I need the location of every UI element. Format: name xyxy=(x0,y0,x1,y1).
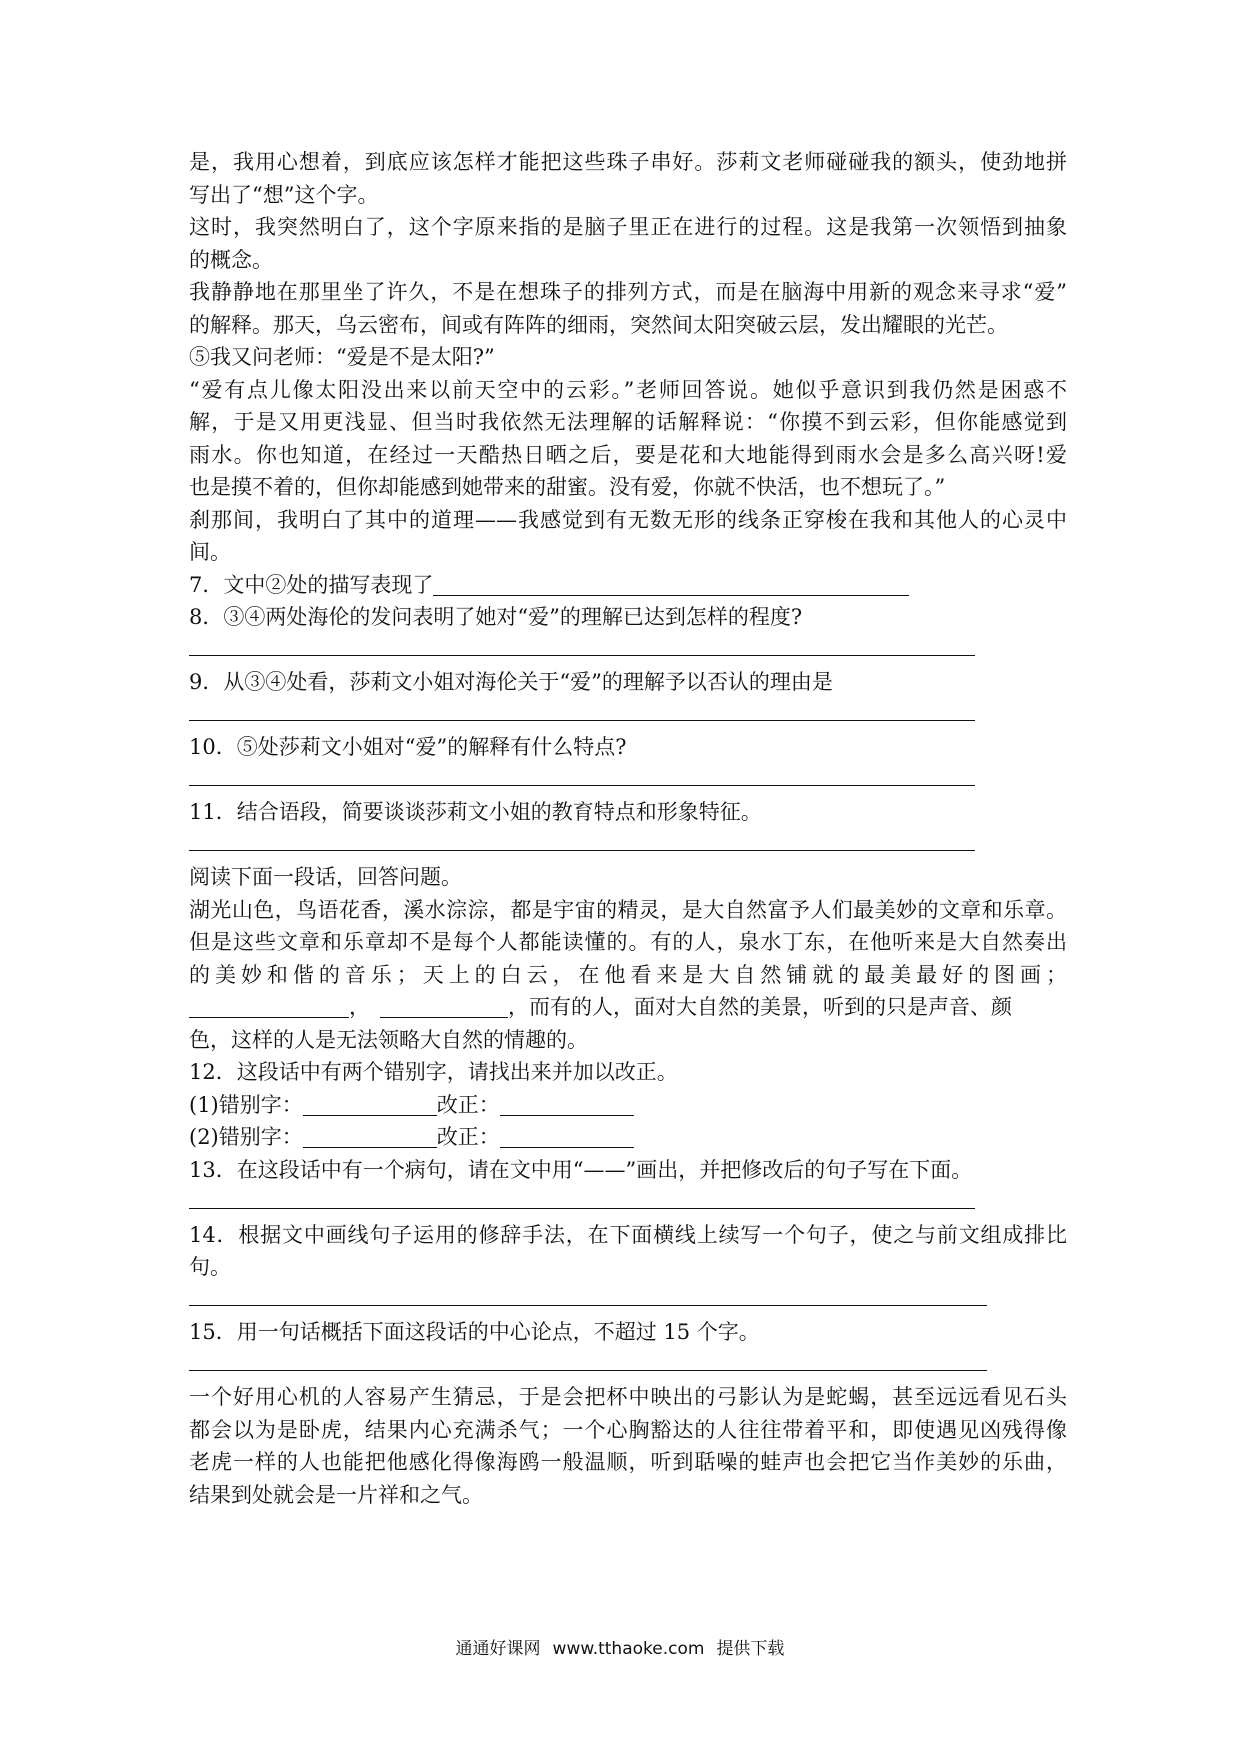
passage-line: 湖光山色，鸟语花香，溪水淙淙，都是宇宙的精灵，是大自然富予人们最美妙的文章和乐章。 xyxy=(189,897,1067,922)
question-15: 15．用一句话概括下面这段话的中心论点，不超过 15 个字。 xyxy=(189,1320,760,1344)
passage-line: 的美妙和偕的音乐；天上的白云，在他看来是大自然铺就的最美最好的图画； xyxy=(189,962,1067,987)
passage-line: 结果到处就会是一片祥和之气。 xyxy=(189,1482,483,1507)
passage-line: 写出了“想”这个字。 xyxy=(189,182,379,207)
typo-blank[interactable] xyxy=(303,1093,437,1116)
typo-label: (1)错别字： xyxy=(189,1092,303,1117)
question-12: 12．这段话中有两个错别字，请找出来并加以改正。 xyxy=(189,1060,678,1084)
answer-blank[interactable] xyxy=(433,573,909,596)
passage-line: 老虎一样的人也能把他感化得像海鸥一般温顺，听到聒噪的蛙声也会把它当作美妙的乐曲， xyxy=(189,1450,1067,1474)
answer-line[interactable] xyxy=(189,1186,1067,1219)
passage-line: 这时，我突然明白了，这个字原来指的是脑子里正在进行的过程。这是我第一次领悟到抽象 xyxy=(189,215,1067,239)
passage-line: 雨水。你也知道，在经过一天酷热日晒之后，要是花和大地能得到雨水会是多么高兴呀!爱 xyxy=(189,442,1067,467)
questions-7-11 xyxy=(189,569,1067,862)
typo-label: (2)错别字： xyxy=(189,1125,303,1149)
question-13: 13．在这段话中有一个病句，请在文中用“——”画出，并把修改后的句子写在下面。 xyxy=(189,1157,973,1182)
answer-line[interactable] xyxy=(189,634,1067,667)
answer-line[interactable] xyxy=(189,1284,1067,1317)
footer-url[interactable]: www.tthaoke.com xyxy=(552,1639,705,1659)
fix-blank[interactable] xyxy=(500,1093,634,1116)
question-7 xyxy=(189,569,1067,602)
reading-instruction: 阅读下面一段话，回答问题。 xyxy=(189,865,462,889)
document-body xyxy=(189,146,1067,1511)
passage-line: 的概念。 xyxy=(189,247,273,272)
question-7-text: 7．文中②处的描写表现了 xyxy=(189,572,434,597)
fill-blank[interactable] xyxy=(189,995,349,1018)
answer-line[interactable] xyxy=(189,699,1067,732)
passage-line: 解，于是又用更浅显、但当时我依然无法理解的话解释说：“你摸不到云彩，但你能感觉到 xyxy=(189,410,1067,434)
passage-line: 间。 xyxy=(189,540,231,564)
passage-line: 色，这样的人是无法领略大自然的情趣的。 xyxy=(189,1027,588,1052)
passage-line: ⑤我又问老师：“爱是不是太阳?” xyxy=(189,345,495,369)
question-10: 10．⑤处莎莉文小姐对“爱”的解释有什么特点? xyxy=(189,735,627,759)
passage-3 xyxy=(189,1381,1067,1511)
fix-blank[interactable] xyxy=(500,1125,634,1148)
question-14-cont: 句。 xyxy=(189,1255,231,1279)
passage-line: 我静静地在那里坐了许久，不是在想珠子的排列方式，而是在脑海中用新的观念来寻求“爱” xyxy=(189,280,1067,304)
fix-label: 改正： xyxy=(436,1092,500,1117)
blank-separator: ， xyxy=(349,995,370,1019)
passage-line: 是，我用心想着，到底应该怎样才能把这些珠子串好。莎莉文老师碰碰我的额头，使劲地拼 xyxy=(189,150,1067,174)
fix-label: 改正： xyxy=(436,1125,500,1149)
passage-line: 都会以为是卧虎，结果内心充满杀气；一个心胸豁达的人往往带着平和，即使遇见凶残得像 xyxy=(189,1417,1067,1442)
passage-line: 刹那间，我明白了其中的道理——我感觉到有无数无形的线条正穿梭在我和其他人的心灵中 xyxy=(189,507,1067,532)
answer-line[interactable] xyxy=(189,829,1067,862)
passage-line: 也是摸不着的，但你却能感到她带来的甜蜜。没有爱，你就不快活，也不想玩了。” xyxy=(189,475,946,499)
passage-line: “爱有点儿像太阳没出来以前天空中的云彩。”老师回答说。她似乎意识到我仍然是困惑不 xyxy=(189,377,1067,402)
passage-line: 的解释。那天，乌云密布，间或有阵阵的细雨，突然间太阳突破云层，发出耀眼的光芒。 xyxy=(189,312,1008,337)
typo-blank[interactable] xyxy=(303,1125,437,1148)
passage-line-with-blanks xyxy=(189,991,1067,1024)
passage-line: 一个好用心机的人容易产生猜忌，于是会把杯中映出的弓影认为是蛇蝎，甚至远远看见石头 xyxy=(189,1385,1067,1409)
fill-blank[interactable] xyxy=(380,995,508,1018)
question-9: 9．从③④处看，莎莉文小姐对海伦关于“爱”的理解予以否认的理由是 xyxy=(189,670,833,694)
answer-line[interactable] xyxy=(189,1349,1067,1382)
page-footer xyxy=(0,1634,1240,1659)
question-11: 11．结合语段，简要谈谈莎莉文小姐的教育特点和形象特征。 xyxy=(189,800,762,824)
question-14: 14．根据文中画线句子运用的修辞手法，在下面横线上续写一个句子，使之与前文组成排比 xyxy=(189,1222,1067,1247)
answer-line[interactable] xyxy=(189,764,1067,797)
question-8: 8．③④两处海伦的发问表明了她对“爱”的理解已达到怎样的程度? xyxy=(189,605,803,629)
question-12-1 xyxy=(189,1089,1067,1122)
passage-line: 但是这些文章和乐章却不是每个人都能读懂的。有的人，泉水丁东，在他听来是大自然奏出 xyxy=(189,930,1067,954)
footer-suffix: 提供下载 xyxy=(716,1639,785,1659)
footer-site-name: 通通好课网 xyxy=(455,1639,541,1659)
passage-line-tail: ，而有的人，面对大自然的美景，听到的只是声音、颜 xyxy=(508,995,1012,1019)
questions-12-15 xyxy=(189,1056,1067,1381)
passage-2 xyxy=(189,861,1067,1056)
passage-1 xyxy=(189,146,1067,569)
question-12-2 xyxy=(189,1121,1067,1154)
